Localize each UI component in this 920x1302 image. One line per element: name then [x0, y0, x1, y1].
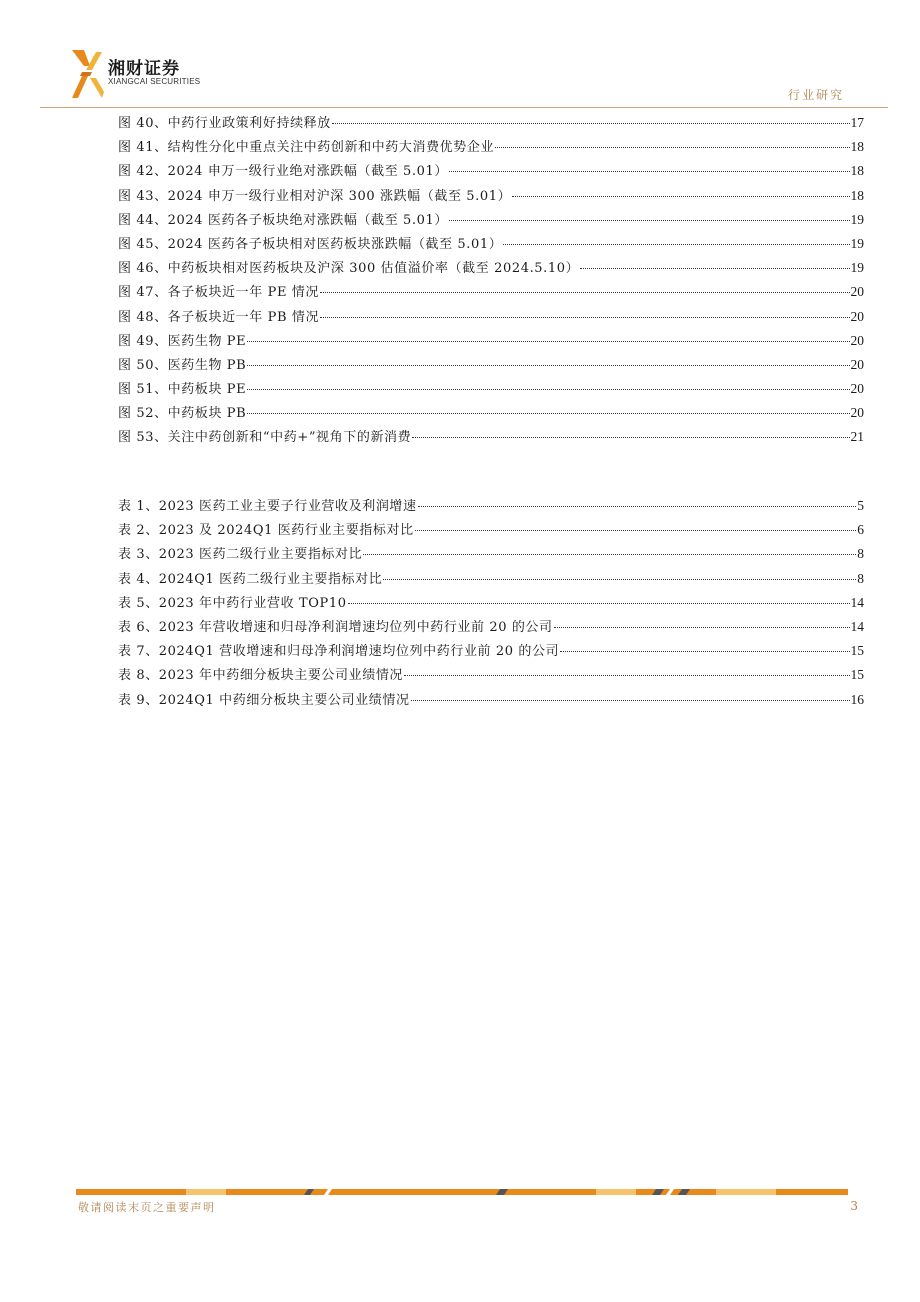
toc-entry-fig-47[interactable] [118, 281, 864, 305]
leader-dots [404, 674, 849, 676]
toc-entry-fig-44[interactable] [118, 209, 864, 233]
toc-entry-table-4[interactable] [118, 568, 864, 592]
toc-page-number: 19 [850, 235, 864, 251]
toc-entry-fig-48[interactable] [118, 306, 864, 330]
toc-label: 图 47、各子板块近一年 PE 情况 [118, 285, 319, 301]
page-number: 3 [850, 1199, 858, 1213]
section-tag: 行业研究 [787, 88, 844, 102]
toc-label: 图 43、2024 申万一级行业相对沪深 300 涨跌幅（截至 5.01） [118, 188, 512, 204]
leader-dots [503, 243, 849, 245]
footer-stripe-icon [76, 1189, 848, 1195]
toc-entry-table-5[interactable] [118, 592, 864, 616]
toc-entry-fig-45[interactable] [118, 233, 864, 257]
toc-page-number: 15 [850, 667, 864, 683]
leader-dots [449, 170, 850, 172]
toc-page-number: 8 [857, 570, 864, 586]
leader-dots [320, 291, 850, 293]
toc-entry-fig-43[interactable] [118, 185, 864, 209]
leader-dots [560, 650, 849, 652]
toc-page-number: 8 [857, 546, 864, 562]
leader-dots [411, 699, 850, 701]
toc-entry-fig-52[interactable] [118, 402, 864, 426]
toc-page-number: 17 [850, 115, 864, 130]
toc-entry-fig-50[interactable] [118, 354, 864, 378]
toc-label: 图 49、医药生物 PE [118, 333, 247, 349]
toc-label: 图 40、中药行业政策利好持续释放 [118, 116, 331, 131]
toc-entry-fig-53[interactable] [118, 426, 864, 450]
toc-label: 表 4、2024Q1 医药二级行业主要指标对比 [118, 571, 383, 587]
toc-page-number: 18 [850, 187, 864, 203]
leader-dots [247, 388, 849, 390]
toc-entry-fig-46[interactable] [118, 257, 864, 281]
toc-entry-table-8[interactable] [118, 664, 864, 688]
xiangcai-logo-icon [70, 48, 104, 100]
toc-entry-fig-49[interactable] [118, 330, 864, 354]
footer-decorative-bar [76, 1189, 848, 1195]
toc-page-number: 18 [850, 163, 864, 179]
toc-page-number: 21 [850, 429, 864, 445]
toc-page-number: 19 [850, 211, 864, 227]
toc-entry-table-6[interactable] [118, 616, 864, 640]
leader-dots [332, 122, 850, 124]
leader-dots [247, 340, 849, 342]
leader-dots [449, 219, 850, 221]
disclaimer-note: 敬请阅读末页之重要声明 [78, 1201, 216, 1214]
toc-page-number: 5 [857, 498, 864, 513]
toc-page-number: 6 [857, 522, 864, 538]
header-divider [40, 107, 888, 108]
leader-dots [363, 553, 856, 555]
toc-page-number: 20 [850, 356, 864, 372]
toc-label: 表 1、2023 医药工业主要子行业营收及利润增速 [118, 499, 417, 514]
company-name-en: XIANGCAI SECURITIES [108, 77, 201, 86]
toc-entry-table-3[interactable] [118, 543, 864, 567]
toc-entry-table-2[interactable] [118, 519, 864, 543]
toc-entry-table-7[interactable] [118, 640, 864, 664]
company-name-cn: 湘财证券 [108, 59, 180, 79]
company-logo [70, 48, 200, 100]
toc-label: 表 5、2023 年中药行业营收 TOP10 [118, 595, 347, 611]
table-list [118, 495, 864, 713]
toc-label: 图 44、2024 医药各子板块绝对涨跌幅（截至 5.01） [118, 212, 448, 228]
toc-entry-fig-51[interactable] [118, 378, 864, 402]
toc-label: 图 48、各子板块近一年 PB 情况 [118, 309, 320, 325]
leader-dots [418, 505, 857, 507]
toc-entry-table-9[interactable] [118, 689, 864, 713]
toc-label: 图 41、结构性分化中重点关注中药创新和中药大消费优势企业 [118, 140, 495, 156]
toc-label: 表 6、2023 年营收增速和归母净利润增速均位列中药行业前 20 的公司 [118, 619, 553, 635]
toc-page-number: 20 [850, 308, 864, 324]
toc-page-number: 20 [850, 332, 864, 348]
leader-dots [495, 146, 849, 148]
toc-label: 图 50、医药生物 PB [118, 357, 247, 373]
toc-page-number: 20 [850, 381, 864, 397]
leader-dots [554, 626, 850, 628]
leader-dots [320, 316, 849, 318]
toc-label: 图 42、2024 申万一级行业绝对涨跌幅（截至 5.01） [118, 164, 448, 180]
toc-page-number: 14 [850, 594, 864, 610]
leader-dots [415, 529, 857, 531]
leader-dots [348, 602, 850, 604]
toc-entry-fig-42[interactable] [118, 160, 864, 184]
leader-dots [580, 267, 849, 269]
toc-entry-fig-40[interactable] [118, 112, 864, 136]
toc-label: 表 8、2023 年中药细分板块主要公司业绩情况 [118, 668, 404, 684]
toc-label: 图 52、中药板块 PB [118, 406, 247, 422]
toc-page-number: 14 [850, 618, 864, 634]
toc-label: 图 46、中药板块相对医药板块及沪深 300 估值溢价率（截至 2024.5.10） [118, 261, 580, 277]
toc-page-number: 18 [850, 139, 864, 155]
toc-label: 图 53、关注中药创新和“中药+”视角下的新消费 [118, 430, 412, 446]
leader-dots [247, 364, 849, 366]
toc-page-number: 20 [850, 284, 864, 300]
toc-entry-table-1[interactable] [118, 495, 864, 519]
toc-label: 表 3、2023 医药二级行业主要指标对比 [118, 547, 363, 563]
toc-entry-fig-41[interactable] [118, 136, 864, 160]
toc-page-number: 19 [850, 260, 864, 276]
leader-dots [247, 412, 849, 414]
leader-dots [383, 578, 856, 580]
toc-label: 表 2、2023 及 2024Q1 医药行业主要指标对比 [118, 523, 414, 539]
figure-list [118, 112, 864, 451]
toc-page-number: 16 [850, 691, 864, 707]
toc-label: 图 51、中药板块 PE [118, 382, 247, 398]
toc-page-number: 15 [850, 643, 864, 659]
leader-dots [412, 436, 849, 438]
toc-label: 表 9、2024Q1 中药细分板块主要公司业绩情况 [118, 692, 410, 708]
toc-label: 表 7、2024Q1 营收增速和归母净利润增速均位列中药行业前 20 的公司 [118, 644, 560, 660]
toc-page-number: 20 [850, 405, 864, 421]
leader-dots [512, 195, 849, 197]
toc-label: 图 45、2024 医药各子板块相对医药板块涨跌幅（截至 5.01） [118, 236, 503, 252]
